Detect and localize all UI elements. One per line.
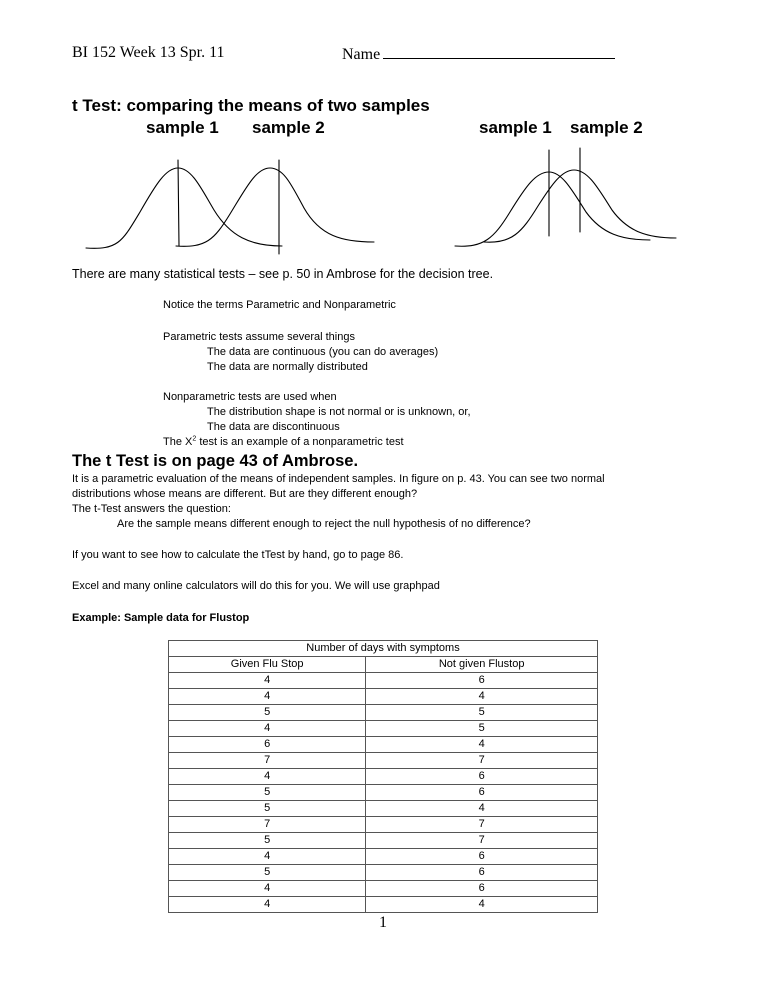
- left-sample2-label: sample 2: [252, 118, 325, 137]
- cell-given: 4: [169, 689, 366, 705]
- chi-post: test is an example of a nonparametric test: [196, 436, 404, 448]
- notice-text: Notice the terms Parametric and Nonparametric: [163, 299, 396, 311]
- excel-note: Excel and many online calculators will do this for you. We will use graphpad: [72, 580, 440, 592]
- cell-not-given: 5: [366, 721, 598, 737]
- intro-text: There are many statistical tests – see p. 50 in Ambrose for the decision tree.: [72, 267, 494, 281]
- left-curve-sample1: [86, 168, 282, 248]
- cell-given: 5: [169, 801, 366, 817]
- cell-given: 5: [169, 865, 366, 881]
- table-row: [169, 737, 598, 753]
- table-row: [169, 785, 598, 801]
- cell-not-given: 5: [366, 705, 598, 721]
- page-title: t Test: comparing the means of two samples: [72, 96, 430, 115]
- chi-square-note: [163, 435, 404, 450]
- cell-given: 4: [169, 849, 366, 865]
- cell-not-given: 6: [366, 881, 598, 897]
- table-row: [169, 801, 598, 817]
- flustop-data-table: [168, 640, 598, 913]
- cell-not-given: 6: [366, 769, 598, 785]
- left-mean-line-sample1: [178, 160, 179, 246]
- cell-not-given: 4: [366, 737, 598, 753]
- table-row: [169, 705, 598, 721]
- distribution-curves-figure: [0, 0, 768, 270]
- nonparametric-heading: Nonparametric tests are used when: [163, 391, 337, 403]
- chi-sup: 2: [192, 435, 197, 443]
- table-row: [169, 897, 598, 913]
- table-row: [169, 689, 598, 705]
- cell-given: 4: [169, 673, 366, 689]
- parametric-item-2: The data are normally distributed: [207, 361, 368, 373]
- cell-not-given: 4: [366, 689, 598, 705]
- nonparametric-item-2: The data are discontinuous: [207, 421, 340, 433]
- cell-given: 4: [169, 769, 366, 785]
- table-row: [169, 881, 598, 897]
- cell-given: 4: [169, 721, 366, 737]
- cell-given: 5: [169, 833, 366, 849]
- ttest-heading: The t Test is on page 43 of Ambrose.: [72, 452, 359, 470]
- column-header-given: Given Flu Stop: [169, 657, 366, 673]
- table-row: [169, 673, 598, 689]
- ttest-para-line-2: distributions whose means are different. But are they different enough?: [72, 488, 418, 500]
- cell-given: 6: [169, 737, 366, 753]
- table-row: [169, 769, 598, 785]
- right-curve-sample1: [455, 172, 650, 246]
- nonparametric-item-1: The distribution shape is not normal or is unknown, or,: [207, 406, 471, 418]
- cell-not-given: 7: [366, 817, 598, 833]
- table-row: [169, 833, 598, 849]
- example-heading: Example: Sample data for Flustop: [72, 612, 250, 624]
- cell-not-given: 6: [366, 785, 598, 801]
- cell-given: 5: [169, 785, 366, 801]
- cell-given: 7: [169, 817, 366, 833]
- table-caption: Number of days with symptoms: [169, 641, 598, 657]
- cell-not-given: 7: [366, 833, 598, 849]
- name-label: Name: [342, 46, 381, 63]
- page-number: 1: [379, 914, 387, 931]
- hand-calc-note: If you want to see how to calculate the tTest by hand, go to page 86.: [72, 549, 404, 561]
- right-sample2-label: sample 2: [570, 118, 643, 137]
- cell-not-given: 6: [366, 865, 598, 881]
- table-row: [169, 865, 598, 881]
- cell-not-given: 6: [366, 849, 598, 865]
- ttest-para-line-3: The t-Test answers the question:: [72, 503, 231, 515]
- table-row: [169, 753, 598, 769]
- cell-not-given: 4: [366, 801, 598, 817]
- table-row: [169, 849, 598, 865]
- table-row: [169, 817, 598, 833]
- cell-given: 5: [169, 705, 366, 721]
- cell-not-given: 4: [366, 897, 598, 913]
- table-caption-row: [169, 641, 598, 657]
- right-sample1-label: sample 1: [479, 118, 552, 137]
- table-header-row: [169, 657, 598, 673]
- left-sample1-label: sample 1: [146, 118, 219, 137]
- ttest-question: Are the sample means different enough to reject the null hypothesis of no difference?: [117, 518, 531, 530]
- left-curve-sample2: [176, 168, 374, 246]
- table-row: [169, 721, 598, 737]
- cell-given: 4: [169, 881, 366, 897]
- parametric-item-1: The data are continuous (you can do averages): [207, 346, 439, 358]
- cell-not-given: 6: [366, 673, 598, 689]
- cell-not-given: 7: [366, 753, 598, 769]
- ttest-para-line-1: It is a parametric evaluation of the means of independent samples. In figure on p. 43. You can see two normal: [72, 473, 605, 485]
- chi-pre: The X: [163, 436, 193, 448]
- cell-given: 7: [169, 753, 366, 769]
- column-header-not-given: Not given Flustop: [366, 657, 598, 673]
- cell-given: 4: [169, 897, 366, 913]
- course-header: BI 152 Week 13 Spr. 11: [72, 44, 225, 61]
- parametric-heading: Parametric tests assume several things: [163, 331, 355, 343]
